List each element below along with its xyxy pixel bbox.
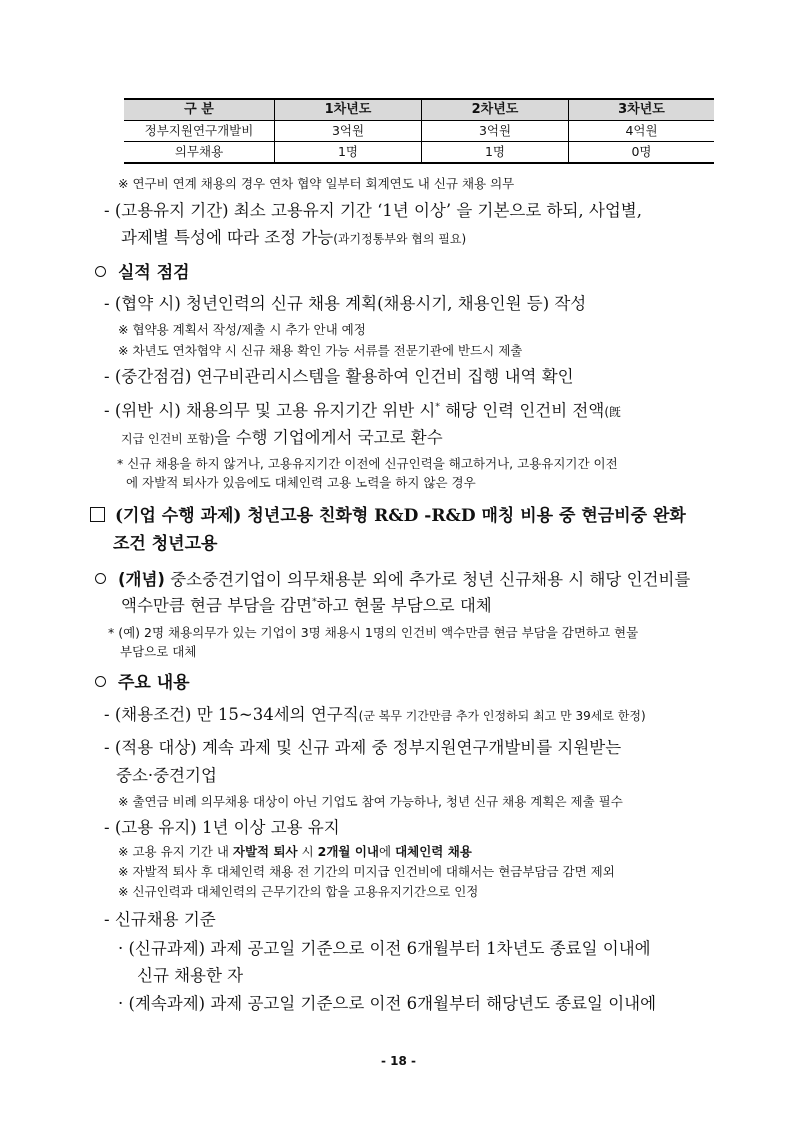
text-span: - (위반 시) 채용의무 및 고용 유지기간 위반 시: [104, 401, 436, 420]
text-line: [121, 424, 443, 448]
text-span: 2개월 이내: [317, 844, 379, 859]
text-line: - (적용 대상) 계속 과제 및 신규 과제 중 정부지원연구개발비를 지원받는: [104, 738, 622, 757]
text-line: 중소·중견기업: [116, 766, 217, 785]
heading-text: 주요 내용: [118, 673, 190, 693]
text-span: 액수만큼 현금 부담을 감면: [121, 596, 313, 615]
table-cell: 0명: [569, 142, 715, 164]
note-line: ※ 출연금 비례 의무채용 대상이 아닌 기업도 참여 가능하나, 청년 신규 채용 계획은 제출 필수: [118, 794, 623, 809]
table-header: 구 분: [124, 99, 275, 121]
text-line: - (고용 유지) 1년 이상 고용 유지: [104, 818, 340, 837]
text-span: 에: [379, 844, 396, 859]
heading-main-content: [95, 668, 190, 693]
text-line: [121, 224, 466, 248]
note-line: 에 자발적 퇴사가 있음에도 대체인력 고용 노력을 하지 않은 경우: [126, 475, 476, 490]
footnote-mark: *: [435, 402, 440, 413]
table-row: [124, 142, 714, 164]
text-line: · (신규과제) 과제 공고일 기준으로 이전 6개월부터 1차년도 종료일 이내에: [118, 939, 651, 958]
text-span: (군 복무 기간만큼 추가 인정하되 최고 만 39세로 한정): [358, 709, 646, 723]
text-span: 해당 인력 인건비 전액: [439, 401, 605, 420]
text-line: - (협약 시) 청년인력의 신규 채용 계획(채용시기, 채용인원 등) 작성: [104, 294, 587, 313]
note-line: 부담으로 대체: [120, 644, 197, 659]
heading-results-check: [95, 258, 190, 283]
table-cell: 의무채용: [124, 142, 275, 164]
note-line: [118, 842, 472, 860]
text-line: - (고용유지 기간) 최소 고용유지 기간 ‘1년 이상’ 을 기본으로 하되, 사업별,: [104, 201, 642, 220]
note-line: * 신규 채용을 하지 않거나, 고용유지기간 이전에 신규인력을 해고하거나, 고용유지기간 이전: [117, 456, 618, 471]
note-line: ※ 신규인력과 대체인력의 근무기간의 합을 고용유지기간으로 인정: [118, 884, 479, 899]
text-span: 시: [297, 844, 318, 859]
table-header: 3차년도: [569, 99, 715, 121]
table-row: [124, 121, 714, 142]
text-line: [104, 397, 621, 421]
funding-hiring-table: [124, 98, 714, 164]
table-header: 1차년도: [275, 99, 422, 121]
text-line: - (중간점검) 연구비관리시스템을 활용하여 인건비 집행 내역 확인: [104, 367, 574, 386]
text-span: - (채용조건) 만 15~34세의 연구직: [104, 705, 359, 724]
text-span: 중소중견기업이 의무채용분 외에 추가로 청년 신규채용 시 해당 인건비를: [164, 570, 691, 589]
heading-text: 실적 점검: [118, 263, 190, 283]
table-cell: 3억원: [422, 121, 569, 142]
page-number: - 18 -: [381, 1054, 417, 1068]
section-heading: [90, 501, 686, 526]
note-line: ※ 차년도 연차협약 시 신규 채용 확인 가능 서류를 전문기관에 반드시 제출: [118, 343, 523, 358]
text-line: · (계속과제) 과제 공고일 기준으로 이전 6개월부터 해당년도 종료일 이내에: [118, 994, 657, 1013]
text-line: 신규 채용한 자: [137, 966, 244, 985]
text-span: (旣: [604, 405, 621, 419]
note-line: ※ 자발적 퇴사 후 대체인력 채용 전 기간의 미지급 인건비에 대해서는 현금부담금 감면 제외: [118, 864, 615, 879]
text-span: 대체인력 채용: [395, 844, 472, 859]
note-line: ※ 연구비 연계 채용의 경우 연차 협약 일부터 회계연도 내 신규 채용 의무: [118, 176, 515, 191]
table-cell: 정부지원연구개발비: [124, 121, 275, 142]
circle-bullet-icon: [95, 266, 106, 277]
table-cell: 3억원: [275, 121, 422, 142]
table-cell: 4억원: [569, 121, 715, 142]
circle-bullet-icon: [95, 676, 106, 687]
text-span: 하고 현물 부담으로 대체: [316, 596, 492, 615]
text-line: - 신규채용 기준: [104, 910, 216, 929]
text-span: (과기정통부와 협의 필요): [333, 232, 467, 246]
table-cell: 1명: [422, 142, 569, 164]
table-header-row: [124, 99, 714, 121]
text-span: 을 수행 기업에게서 국고로 환수: [214, 428, 443, 447]
text-line: [104, 701, 646, 725]
table-cell: 1명: [275, 142, 422, 164]
text-span: 과제별 특성에 따라 조정 가능: [121, 228, 334, 247]
text-span: ※ 고용 유지 기간 내: [118, 844, 233, 859]
text-span: 자발적 퇴사: [232, 844, 298, 859]
square-bullet-icon: [90, 507, 105, 522]
text-span: 지급 인건비 포함): [121, 432, 215, 446]
text-line: [95, 566, 690, 590]
section-heading-continued: 조건 청년고용: [113, 534, 218, 554]
footnote-mark: *: [312, 597, 317, 608]
text-span: (개념): [118, 570, 165, 589]
circle-bullet-icon: [95, 573, 106, 584]
note-line: ※ 협약용 계획서 작성/제출 시 추가 안내 예정: [118, 322, 366, 337]
table-header: 2차년도: [422, 99, 569, 121]
section-title: (기업 수행 과제) 청년고용 친화형 R&D -R&D 매칭 비용 중 현금비중 완화: [115, 506, 686, 526]
note-line: * (예) 2명 채용의무가 있는 기업이 3명 채용시 1명의 인건비 액수만큼 현금 부담을 감면하고 현물: [108, 625, 639, 640]
text-line: [121, 592, 492, 616]
